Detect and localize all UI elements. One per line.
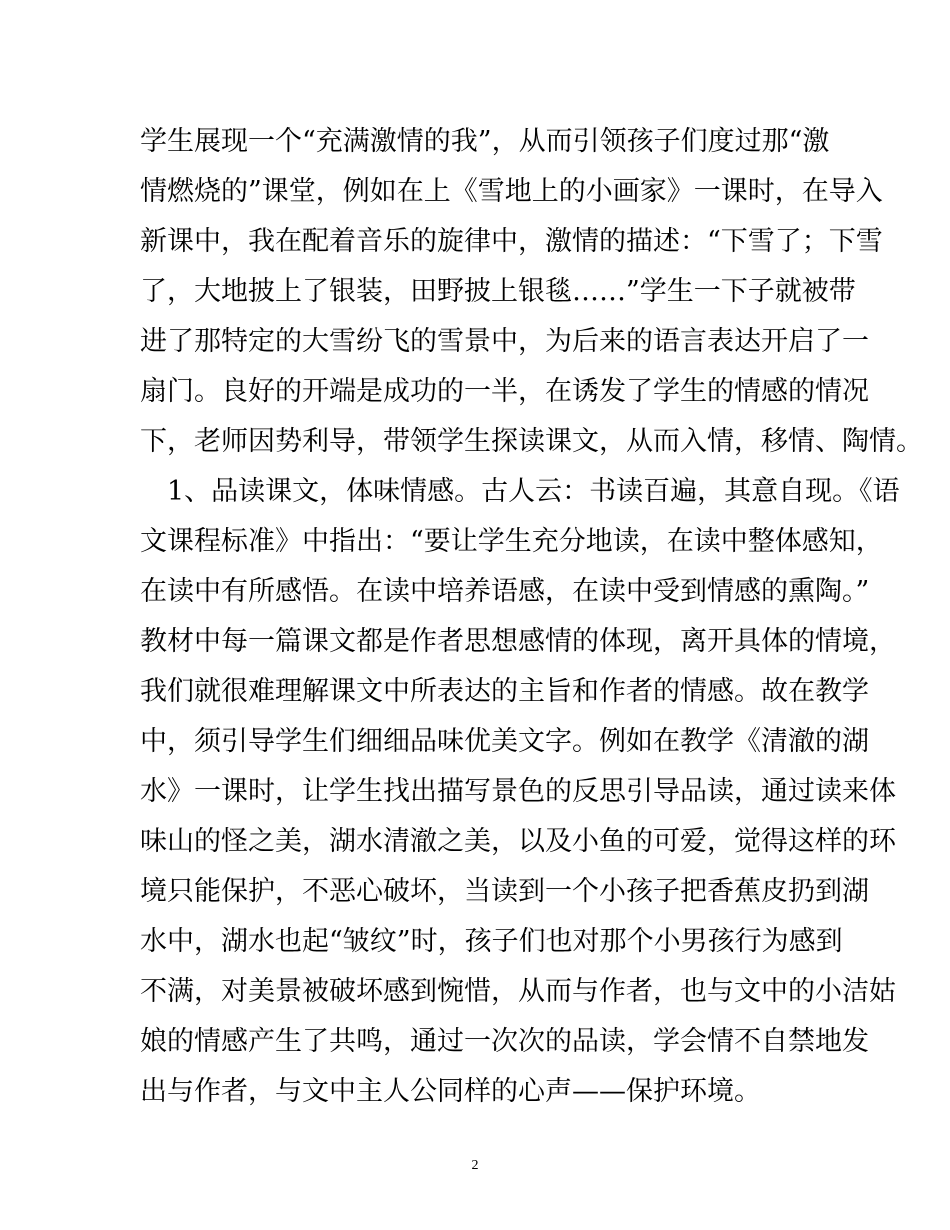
body-line-11: 教材中每一篇课文都是作者思想感情的体现，离开具体的情境， (140, 626, 896, 657)
body-line-19: 娘的情感产生了共鸣，通过一次次的品读，学会情不自禁地发 (140, 1026, 869, 1057)
body-line-14: 水》一课时，让学生找出描写景色的反思引导品读，通过读来体 (140, 776, 896, 807)
body-line-4: 了，大地披上了银装，田野披上银毯……”学生一下子就被带 (140, 276, 856, 307)
body-line-9: 文课程标准》中指出：“要让学生充分地读，在读中整体感知， (140, 526, 883, 557)
body-line-13: 中，须引导学生们细细品味优美文字。例如在教学《清澈的湖 (140, 726, 869, 757)
body-line-3: 新课中，我在配着音乐的旋律中，激情的描述：“下雪了；下雪 (140, 226, 883, 257)
body-line-15: 味山的怪之美，湖水清澈之美，以及小鱼的可爱，觉得这样的环 (140, 826, 896, 857)
body-line-20: 出与作者，与文中主人公同样的心声——保护环境。 (140, 1076, 761, 1107)
body-line-10: 在读中有所感悟。在读中培养语感，在读中受到情感的熏陶。” (140, 576, 870, 607)
body-line-8: 1、品读课文，体味情感。古人云：书读百遍，其意自现。《语 (140, 476, 900, 507)
body-line-5: 进了那特定的大雪纷飞的雪景中，为后来的语言表达开启了一 (140, 326, 869, 357)
body-line-1: 学生展现一个“充满激情的我”，从而引领孩子们度过那“激 (140, 126, 830, 157)
body-line-18: 不满，对美景被破坏感到惋惜，从而与作者，也与文中的小洁姑 (140, 976, 896, 1007)
body-line-17: 水中，湖水也起“皱纹”时，孩子们也对那个小男孩行为感到 (140, 926, 843, 957)
body-line-7: 下，老师因势利导，带领学生探读课文，从而入情，移情、陶情。 (140, 426, 923, 457)
body-line-16: 境只能保护，不恶心破坏，当读到一个小孩子把香蕉皮扔到湖 (140, 876, 869, 907)
page-number: 2 (471, 1158, 479, 1173)
body-line-6: 扇门。良好的开端是成功的一半，在诱发了学生的情感的情况 (140, 376, 869, 407)
body-line-12: 我们就很难理解课文中所表达的主旨和作者的情感。故在教学 (140, 676, 869, 707)
body-line-2: 情燃烧的”课堂，例如在上《雪地上的小画家》一课时，在导入 (140, 176, 883, 207)
